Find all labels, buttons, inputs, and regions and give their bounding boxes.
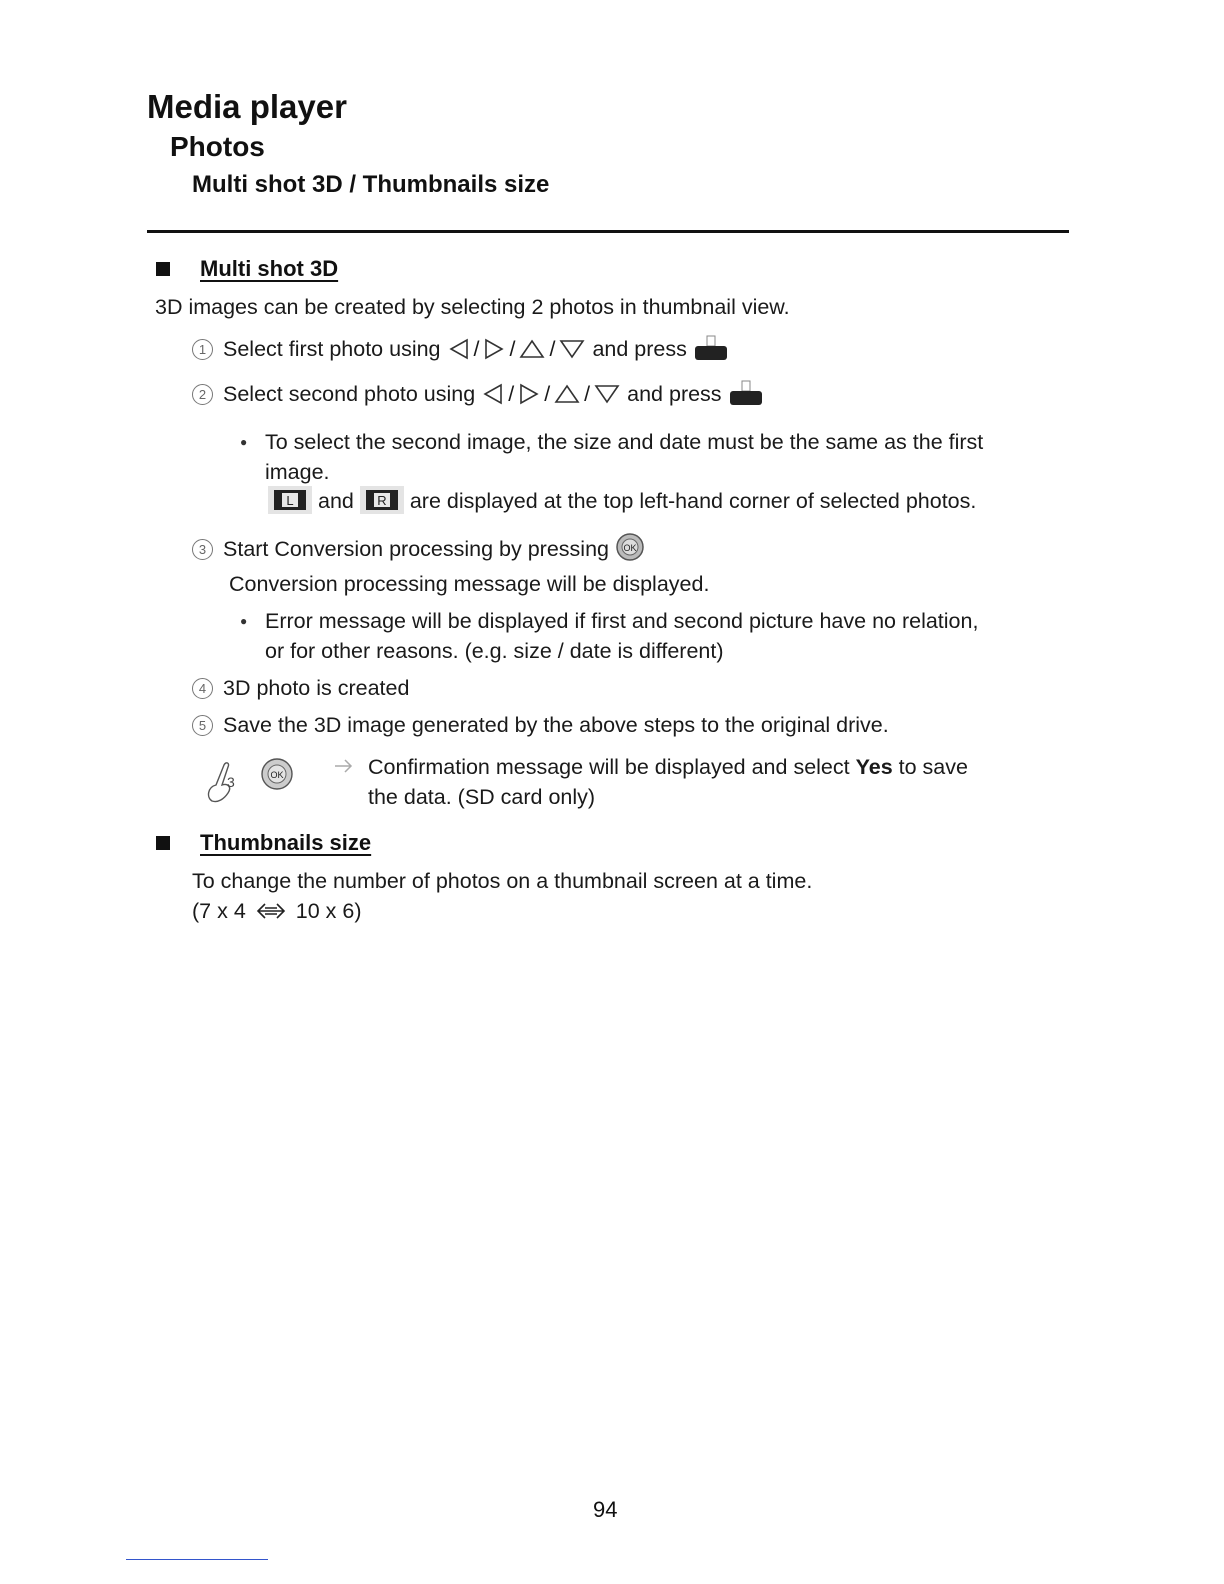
yes-option: Yes <box>855 755 893 779</box>
subsection-title: Multi shot 3D / Thumbnails size <box>192 171 550 198</box>
step-number: 5 <box>192 715 213 736</box>
left-arrow-icon <box>448 338 470 360</box>
confirm-line-2: the data. (SD card only) <box>368 785 596 809</box>
section-title: Photos <box>170 131 265 162</box>
step-number: 3 <box>192 539 213 560</box>
confirm-line-1: Confirmation message will be displayed and select Yes to save <box>368 755 968 779</box>
multi-shot-intro: 3D images can be created by selecting 2 photos in thumbnail view. <box>155 295 790 319</box>
note-2-line-2: or for other reasons. (e.g. size / date is different) <box>265 639 724 663</box>
page-title: Media player <box>147 88 347 125</box>
thumbnails-heading: Thumbnails size <box>156 830 371 856</box>
heading-divider <box>147 230 1069 233</box>
right-eye-label-icon <box>360 486 404 514</box>
svg-text:3: 3 <box>227 774 235 790</box>
note-1-line-2: image. <box>265 460 330 484</box>
note-2-line-1: ● Error message will be displayed if first and second picture have no relation, <box>240 606 978 636</box>
step-4: 4 3D photo is created <box>192 673 409 703</box>
press-button-hint-icon <box>200 757 300 805</box>
arrow-right-icon <box>333 756 355 776</box>
step-3: 3 Start Conversion processing by pressing OK <box>192 532 645 564</box>
step-2: 2 Select second photo using / / / and press <box>192 379 764 409</box>
square-bullet-icon <box>156 836 170 850</box>
remote-button-icon <box>728 379 764 407</box>
bullet-icon: ● <box>240 614 248 628</box>
up-arrow-icon <box>519 338 545 360</box>
svg-text:R: R <box>377 493 387 508</box>
left-arrow-icon <box>482 383 504 405</box>
left-eye-label-icon <box>268 486 312 514</box>
square-bullet-icon <box>156 262 170 276</box>
up-arrow-icon <box>554 383 580 405</box>
thumbnails-description: To change the number of photos on a thumbnail screen at a time. <box>192 869 813 893</box>
multi-shot-heading: Multi shot 3D <box>156 256 338 282</box>
step-number: 4 <box>192 678 213 699</box>
bullet-icon: ● <box>240 435 248 449</box>
remote-button-icon <box>693 334 729 362</box>
svg-text:OK: OK <box>623 543 637 553</box>
svg-text:OK: OK <box>270 770 284 780</box>
down-arrow-icon <box>594 383 620 405</box>
thumbnails-sizes: (7 x 4 10 x 6) <box>192 899 362 923</box>
svg-text:L: L <box>286 493 294 508</box>
step-number: 2 <box>192 384 213 405</box>
step-number: 1 <box>192 339 213 360</box>
right-arrow-icon <box>483 338 505 360</box>
step-3-detail: Conversion processing message will be displayed. <box>229 572 710 596</box>
ok-button-icon <box>615 532 645 562</box>
note-1-line-3: L and R are displayed at the top left-hand corner of selected photos. <box>268 486 976 516</box>
page-number: 94 <box>593 1497 618 1522</box>
step-1: 1 Select first photo using / / / and press <box>192 334 729 364</box>
swap-arrow-icon <box>256 901 286 921</box>
footer-divider <box>126 1559 268 1560</box>
step-5: 5 Save the 3D image generated by the above steps to the original drive. <box>192 710 889 740</box>
note-1-line-1: ● To select the second image, the size and date must be the same as the first <box>240 427 983 457</box>
down-arrow-icon <box>559 338 585 360</box>
right-arrow-icon <box>518 383 540 405</box>
